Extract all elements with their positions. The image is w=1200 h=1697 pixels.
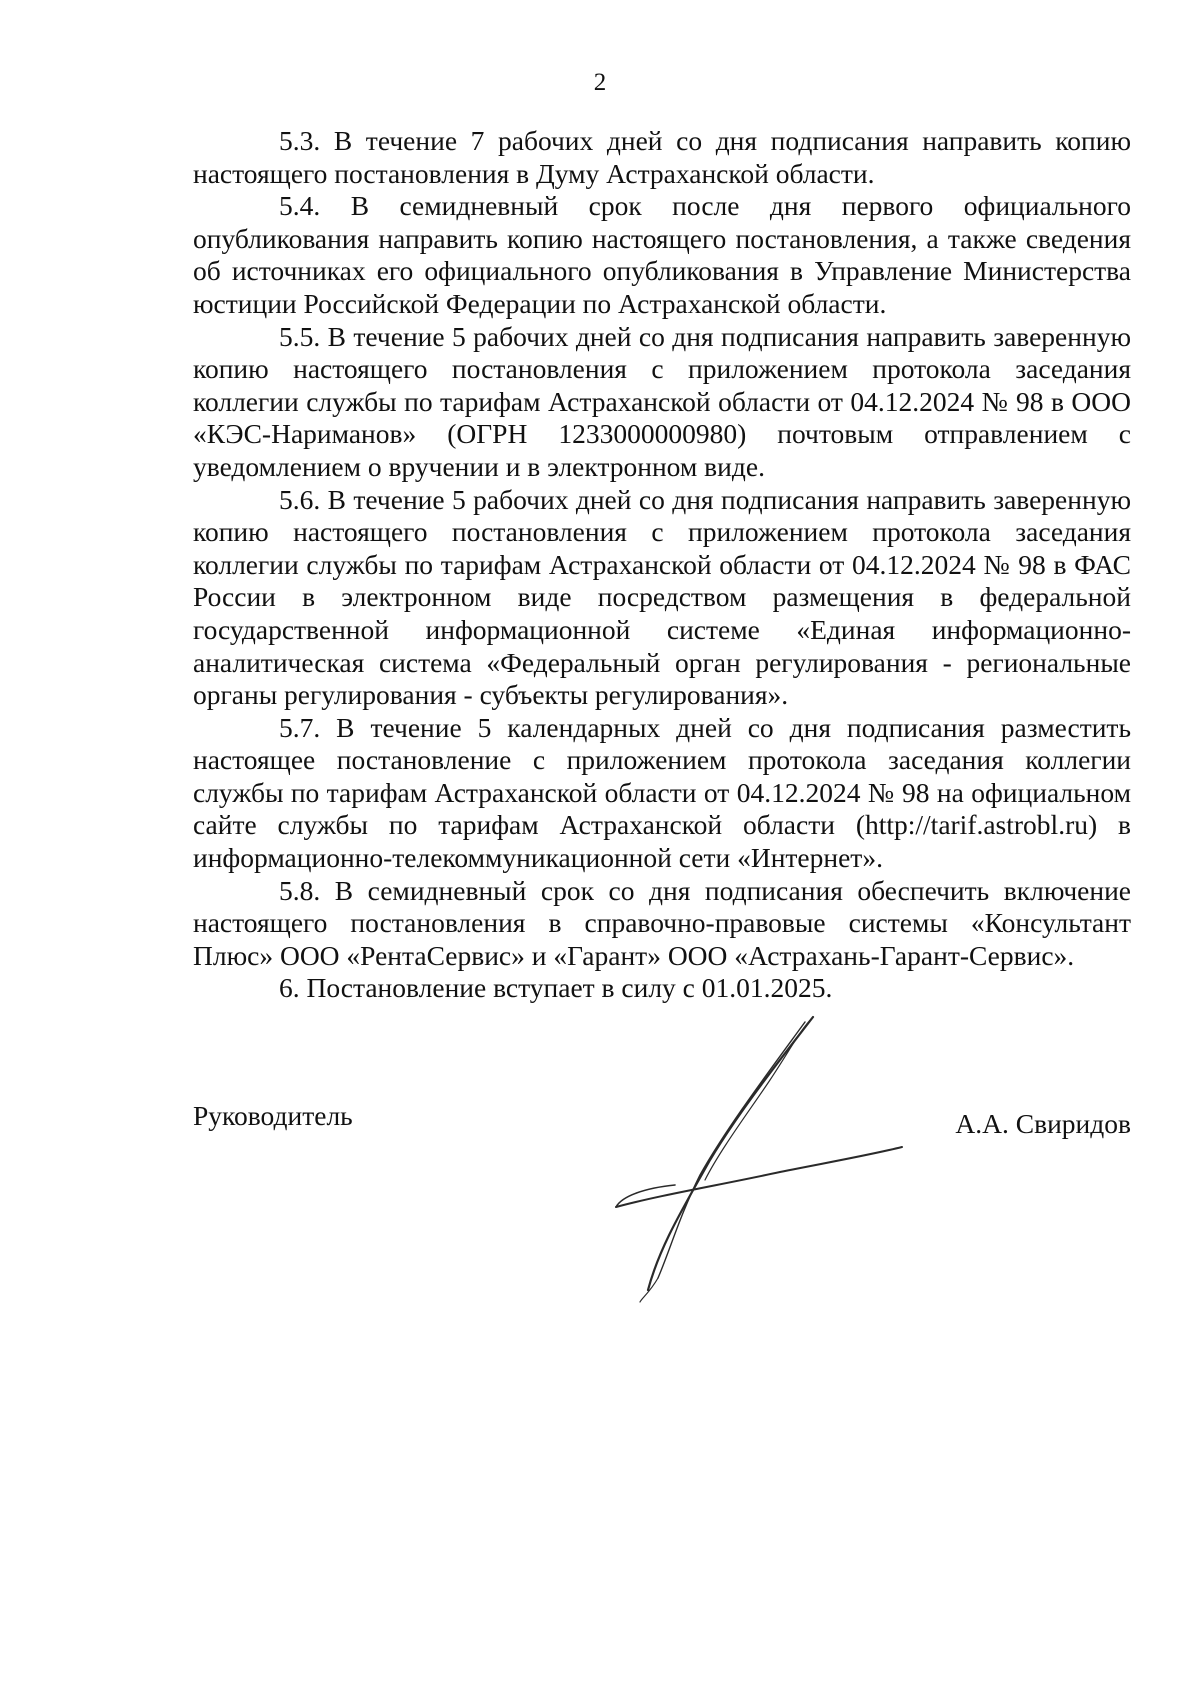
paragraph-6: 6. Постановление вступает в силу с 01.01.2025. [279,972,833,1004]
paragraph-5-8: 5.8. В семидневный срок со дня подписания обеспечить включение настоящего постановления в справочно-правовые системы «Консультант Плюс» ООО «РентаСервис» и «Гарант» ООО «Астрахань-Гарант-Сервис». [193,874,1131,971]
signature-stroke-cross [616,1147,902,1207]
paragraph-5-5: 5.5. В течение 5 рабочих дней со дня подписания направить заверенную копию настоящего постановления с приложением протокола заседания коллегии службы по тарифам Астраханской области от 04.12.2024 № 98 в ООО «КЭС-Нариманов» (ОГРН 1233000000980) почтовым отправлением с уведомлением о вручении и в электронном виде. [193,320,1131,482]
paragraph-5-7: 5.7. В течение 5 календарных дней со дня подписания разместить настоящее постановление с приложением протокола заседания коллегии службы по тарифам Астраханской области от 04.12.2024 № 98 на официальном сайте службы по тарифам Астраханской области (http://tarif.astrobl.ru) в информационно-телекоммуникационной сети «Интернет». [193,711,1131,874]
page-number: 2 [593,69,607,96]
signature-stroke-main [648,1017,813,1290]
signature-stroke-loop [705,1017,813,1180]
paragraph-5-3: 5.3. В течение 7 рабочих дней со дня подписания направить копию настоящего постановления в Думу Астраханской области. [193,125,1131,189]
signer-position: Руководитель [193,1100,353,1131]
handwritten-signature [600,1010,930,1310]
paragraph-5-6: 5.6. В течение 5 рабочих дней со дня подписания направить заверенную копию настоящего постановления с приложением протокола заседания коллегии службы по тарифам Астраханской области от 04.12.2024 № 98 в ФАС России в электронном виде посредством размещения в федеральной государственной информационной системе «Единая информационно-аналитическая система «Федеральный орган регулирования - региональные органы регулирования - субъекты регулирования». [193,483,1131,711]
paragraph-5-4: 5.4. В семидневный срок после дня первого официального опубликования направить копию настоящего постановления, а также сведения об источниках его официального опубликования в Управление Министерства юстиции Российской Федерации по Астраханской области. [193,190,1131,319]
signer-name: А.А. Свиридов [955,1108,1131,1139]
document-body [193,125,1131,1005]
